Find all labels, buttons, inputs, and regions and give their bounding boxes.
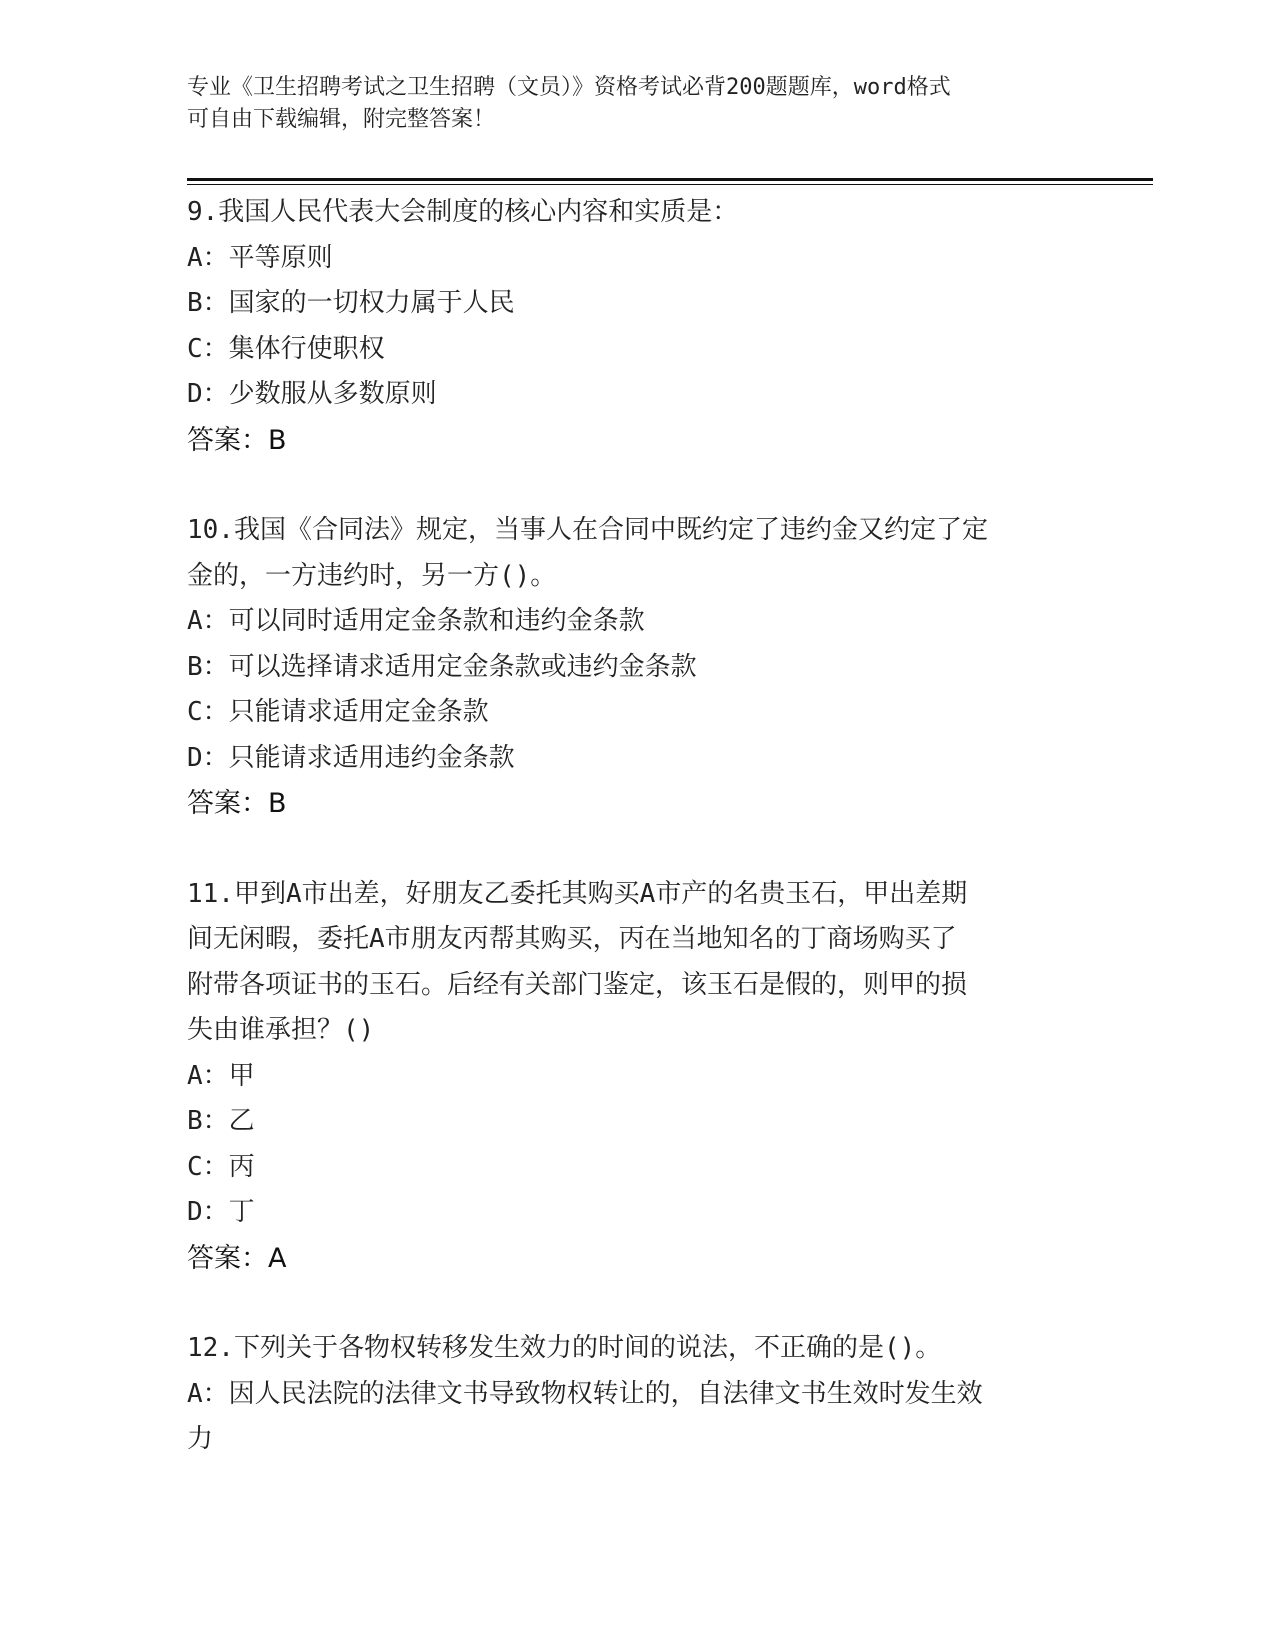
question-block — [187, 508, 1087, 827]
header-divider-thick — [187, 178, 1153, 181]
document-intro — [187, 72, 1067, 136]
option-a: A：甲 — [187, 1060, 255, 1091]
option-b: B：乙 — [187, 1106, 255, 1136]
intro-line: 可自由下载编辑，附完整答案！ — [187, 107, 496, 132]
option-b: B：可以选择请求适用定金条款或违约金条款 — [187, 651, 697, 682]
question-list — [187, 190, 1087, 1508]
intro-line: 专业《卫生招聘考试之卫生招聘（文员）》资格考试必背200题题库，word格式 — [187, 75, 951, 100]
question-stem: 9.我国人民代表大会制度的核心内容和实质是： — [187, 197, 739, 227]
question-block — [187, 872, 1087, 1282]
question-stem: 间无闲暇，委托A市朋友丙帮其购买，丙在当地知名的丁商场购买了 — [187, 924, 957, 954]
option-c: C：丙 — [187, 1151, 255, 1182]
question-stem: 10.我国《合同法》规定，当事人在合同中既约定了违约金又约定了定 — [187, 515, 988, 545]
answer-line: 答案：B — [187, 424, 287, 456]
option-c: C：集体行使职权 — [187, 333, 385, 364]
question-stem: 失由谁承担？() — [187, 1015, 375, 1045]
option-c: C：只能请求适用定金条款 — [187, 697, 489, 727]
option-a: A：因人民法院的法律文书导致物权转让的，自法律文书生效时发生效 — [187, 1378, 983, 1409]
question-stem: 12.下列关于各物权转移发生效力的时间的说法，不正确的是()。 — [187, 1333, 942, 1363]
question-block — [187, 1326, 1087, 1463]
option-a-continued: 力 — [187, 1424, 214, 1454]
option-a: A：平等原则 — [187, 242, 333, 273]
option-a: A：可以同时适用定金条款和违约金条款 — [187, 606, 645, 636]
question-stem: 附带各项证书的玉石。后经有关部门鉴定，该玉石是假的，则甲的损 — [187, 969, 968, 1000]
answer-line: 答案：A — [187, 1242, 287, 1274]
question-stem: 金的，一方违约时，另一方()。 — [187, 560, 557, 591]
option-d: D：少数服从多数原则 — [187, 379, 437, 409]
option-d: D：只能请求适用违约金条款 — [187, 742, 515, 773]
header-divider-thin — [187, 184, 1153, 185]
question-block — [187, 190, 1087, 463]
option-b: B：国家的一切权力属于人民 — [187, 288, 515, 318]
question-stem: 11.甲到A市出差，好朋友乙委托其购买A市产的名贵玉石，甲出差期 — [187, 878, 968, 909]
option-d: D：丁 — [187, 1197, 255, 1227]
answer-line: 答案：B — [187, 788, 287, 819]
